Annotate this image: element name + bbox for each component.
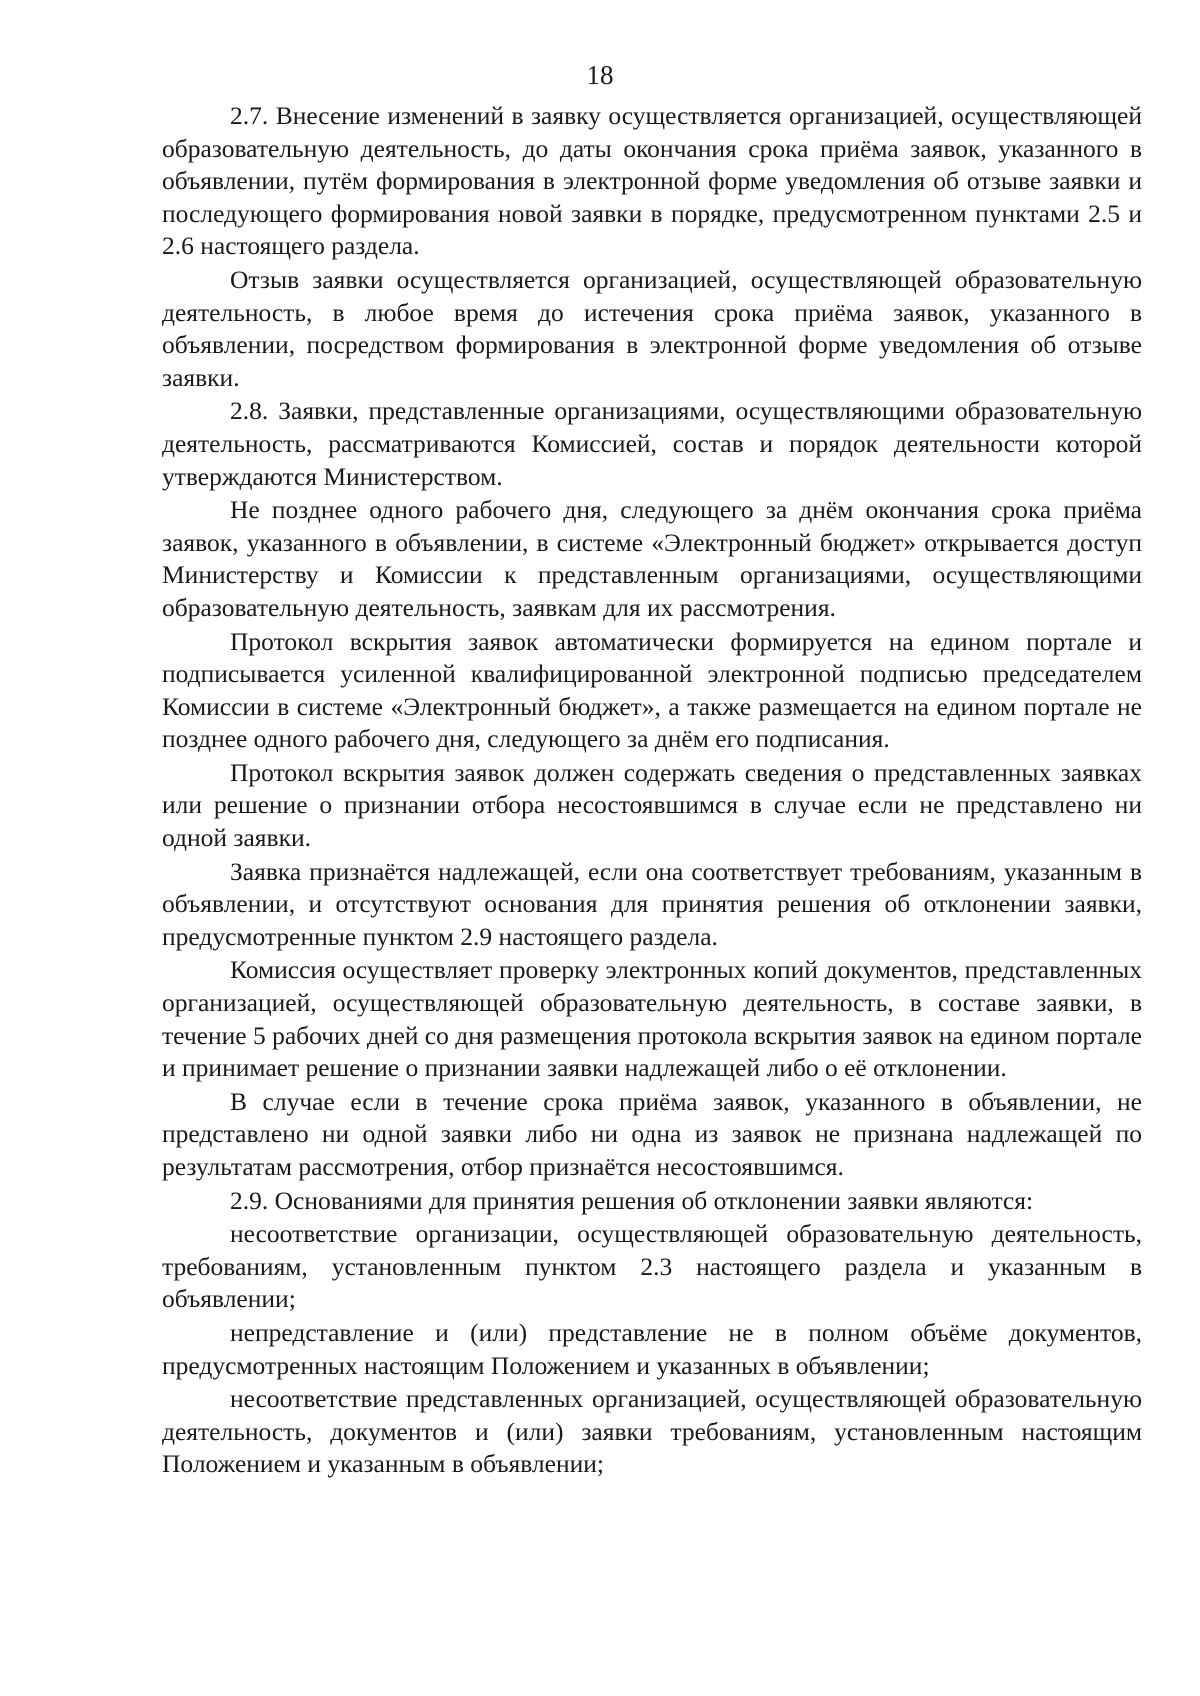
paragraph-protocol-content: Протокол вскрытия заявок должен содержать сведения о представленных заявках или решение о признании отбора несостоявшимся в случае если не представлено ни одной заявки. xyxy=(162,757,1142,853)
paragraph-protocol-formation: Протокол вскрытия заявок автоматически формируется на едином портале и подписывается усиленной квалифицированной электронной подписью председателем Комиссии в системе «Электронный бюджет», а также размещается на едином портале не позднее одного рабочего дня, следующего за днём его подписания. xyxy=(162,626,1142,754)
paragraph-2-7: 2.7. Внесение изменений в заявку осуществляется организацией, осуществляющей образовательную деятельность, до даты окончания срока приёма заявок, указанного в объявлении, путём формирования в электронной форме уведомления об отзыве заявки и последующего формирования новой заявки в порядке, предусмотренном пунктами 2.5 и 2.6 настоящего раздела. xyxy=(162,101,1142,261)
paragraph-2-8: 2.8. Заявки, представленные организациями, осуществляющими образовательную деятельность, рассматриваются Комиссией, состав и порядок деятельности которой утверждаются Министерством. xyxy=(162,396,1142,491)
page-number: 18 xyxy=(586,60,614,90)
paragraph-withdrawal: Отзыв заявки осуществляется организацией, осуществляющей образовательную деятельность, в любое время до истечения срока приёма заявок, указанного в объявлении, посредством формирования в электронной форме уведомления об отзыве заявки. xyxy=(162,264,1142,392)
paragraph-failed-selection: В случае если в течение срока приёма заявок, указанного в объявлении, не представлено ни одной заявки либо ни одна из заявок не признана надлежащей по результатам рассмотрения, отбор признаётся несостоявшимся. xyxy=(162,1086,1142,1181)
paragraph-2-9: 2.9. Основаниями для принятия решения об отклонении заявки являются: xyxy=(230,1185,1034,1215)
paragraph-reason-3: несоответствие представленных организацией, осуществляющей образовательную деятельность, документов и (или) заявки требованиям, установленным настоящим Положением и указанным в объявлении; xyxy=(162,1384,1142,1479)
paragraph-access: Не позднее одного рабочего дня, следующего за днём окончания срока приёма заявок, указанного в объявлении, в системе «Электронный бюджет» открывается доступ Министерству и Комиссии к представленным организациями, осуществляющими образовательную деятельность, заявкам для их рассмотрения. xyxy=(162,495,1142,622)
paragraph-proper-application: Заявка признаётся надлежащей, если она соответствует требованиям, указанным в объявлении, и отсутствуют основания для принятия решения об отклонении заявки, предусмотренные пунктом 2.9 настоящего раздела. xyxy=(162,856,1142,951)
document-body xyxy=(162,100,1142,1481)
paragraph-reason-1: несоответствие организации, осуществляющей образовательную деятельность, требованиям, установленным пунктом 2.3 настоящего раздела и указанным в объявлении; xyxy=(162,1219,1142,1314)
paragraph-reason-2: непредставление и (или) представление не в полном объёме документов, предусмотренных настоящим Положением и указанных в объявлении; xyxy=(162,1317,1142,1380)
paragraph-commission-check: Комиссия осуществляет проверку электронных копий документов, представленных организацией, осуществляющей образовательную деятельность, в составе заявки, в течение 5 рабочих дней со дня размещения протокола вскрытия заявок на едином портале и принимает решение о признании заявки надлежащей либо о её отклонении. xyxy=(162,955,1142,1083)
